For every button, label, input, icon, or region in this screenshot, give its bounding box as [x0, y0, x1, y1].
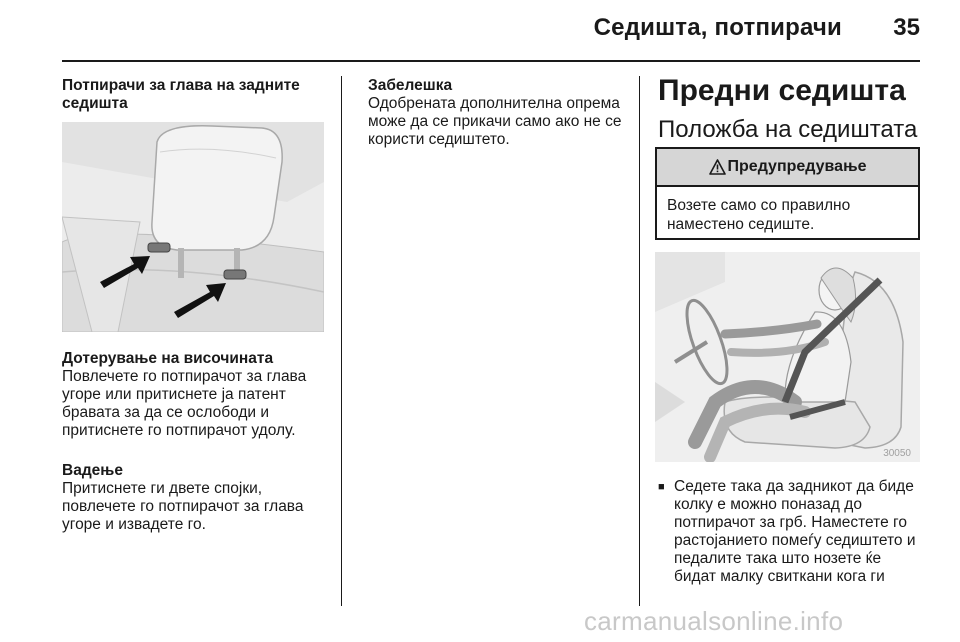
column-divider-right [639, 76, 640, 606]
warning-triangle-icon [709, 159, 726, 175]
page-number: 35 [893, 14, 920, 41]
list-item [658, 478, 922, 586]
warning-box [655, 147, 920, 240]
seating-position-illustration [655, 252, 920, 462]
column-divider-left [341, 76, 342, 606]
bullet-square-icon: ■ [658, 481, 665, 493]
removal-text: Притиснете ги двете спојки, повлечете го потпирачот за глава угоре и извадете го. [62, 480, 304, 533]
adjust-height-heading: Дотерување на височината [62, 350, 274, 367]
section-title-front-seats: Предни седишта [658, 74, 906, 107]
warning-header [657, 149, 918, 187]
bullet-text: Седете така да задникот да биде колку е можно поназад до потпирачот за грб. Наместете го растојанието помеѓу седиштето и педалите така што нозете ќе бидат малку свиткани кога ги [674, 478, 916, 585]
warning-label: Предупредување [727, 158, 867, 175]
figure-number: 30050 [883, 448, 911, 459]
header-rule [62, 60, 920, 62]
adjust-height-text: Повлечете го потпирачот за глава угоре или притиснете ја патент бравата за да се ослободи и притиснете го потпирачот удолу. [62, 368, 307, 439]
headrest-illustration [62, 122, 324, 332]
watermark: carmanualsonline.info [584, 606, 844, 636]
warning-text: Возете само со правилно наместено седиште. [667, 197, 851, 233]
note-text: Одобрената дополнителна опрема може да се прикачи само ако не се користи седиштето. [368, 95, 622, 148]
note-heading: Забелешка [368, 77, 453, 94]
running-header-title: Седишта, потпирачи [593, 14, 842, 41]
removal-heading: Вадење [62, 462, 123, 479]
section-title-rear-headrests: Потпирачи за глава на задните седишта [62, 77, 300, 112]
subsection-title-seat-position: Положба на седиштата [658, 116, 918, 143]
